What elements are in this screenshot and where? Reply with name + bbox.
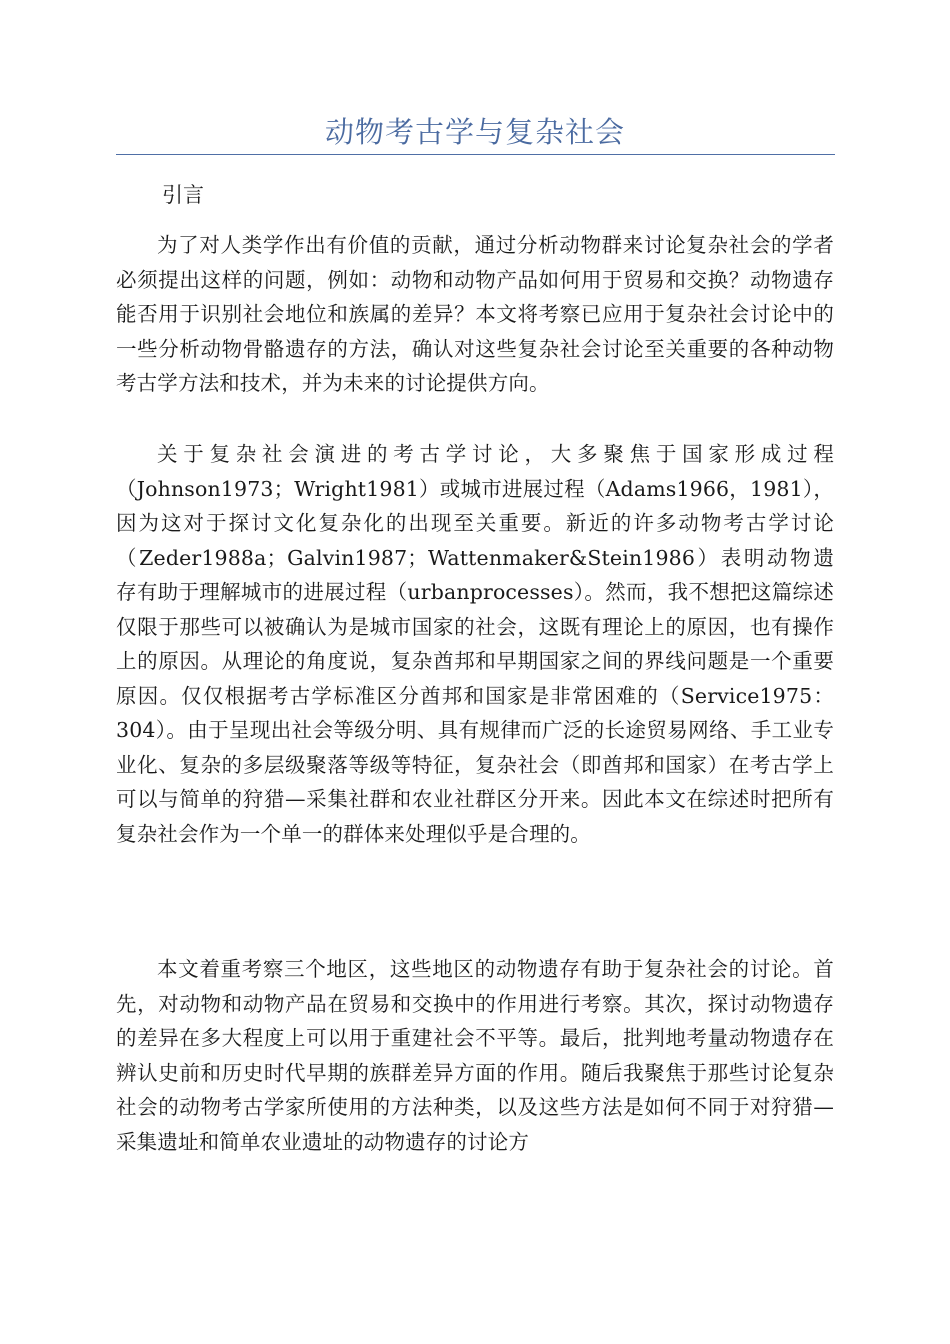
paragraph-2: 关于复杂社会演进的考古学讨论，大多聚焦于国家形成过程（Johnson1973；Wright1981）或城市进展过程（Adams1966，1981），因为这对于探讨文化复杂化的出现至关重要。新近的许多动物考古学讨论（Zeder1988a；Galvin1987；Wattenmaker&Stein1986）表明动物遗存有助于理解城市的进展过程（urbanprocesses）。然而，我不想把这篇综述仅限于那些可以被确认为是城市国家的社会，这既有理论上的原因，也有操作上的原因。从理论的角度说，复杂酋邦和早期国家之间的界线问题是一个重要原因。仅仅根据考古学标准区分酋邦和国家是非常困难的（Service1975：304）。由于呈现出社会等级分明、具有规律而广泛的长途贸易网络、手工业专业化、复杂的多层级聚落等级等特征，复杂社会（即酋邦和国家）在考古学上可以与简单的狩猎—采集社群和农业社群区分开来。因此本文在综述时把所有复杂社会作为一个单一的群体来处理似乎是合理的。 — [116, 442, 834, 846]
paragraph-3: 本文着重考察三个地区，这些地区的动物遗存有助于复杂社会的讨论。首先，对动物和动物产品在贸易和交换中的作用进行考察。其次，探讨动物遗存的差异在多大程度上可以用于重建社会不平等。最后，批判地考量动物遗存在辨认史前和历史时代早期的族群差异方面的作用。随后我聚焦于那些讨论复杂社会的动物考古学家所使用的方法种类，以及这些方法是如何不同于对狩猎—采集遗址和简单农业遗址的动物遗存的讨论方 — [116, 957, 834, 1154]
document-title: 动物考古学与复杂社会 — [324, 115, 625, 149]
section-heading: 引言 — [162, 183, 204, 207]
paragraph-1: 为了对人类学作出有价值的贡献，通过分析动物群来讨论复杂社会的学者必须提出这样的问题，例如：动物和动物产品如何用于贸易和交换？动物遗存能否用于识别社会地位和族属的差异？本文将考察已应用于复杂社会讨论中的一些分析动物骨骼遗存的方法，确认对这些复杂社会讨论至关重要的各种动物考古学方法和技术，并为未来的讨论提供方向。 — [116, 233, 834, 395]
title-underline — [116, 154, 835, 155]
